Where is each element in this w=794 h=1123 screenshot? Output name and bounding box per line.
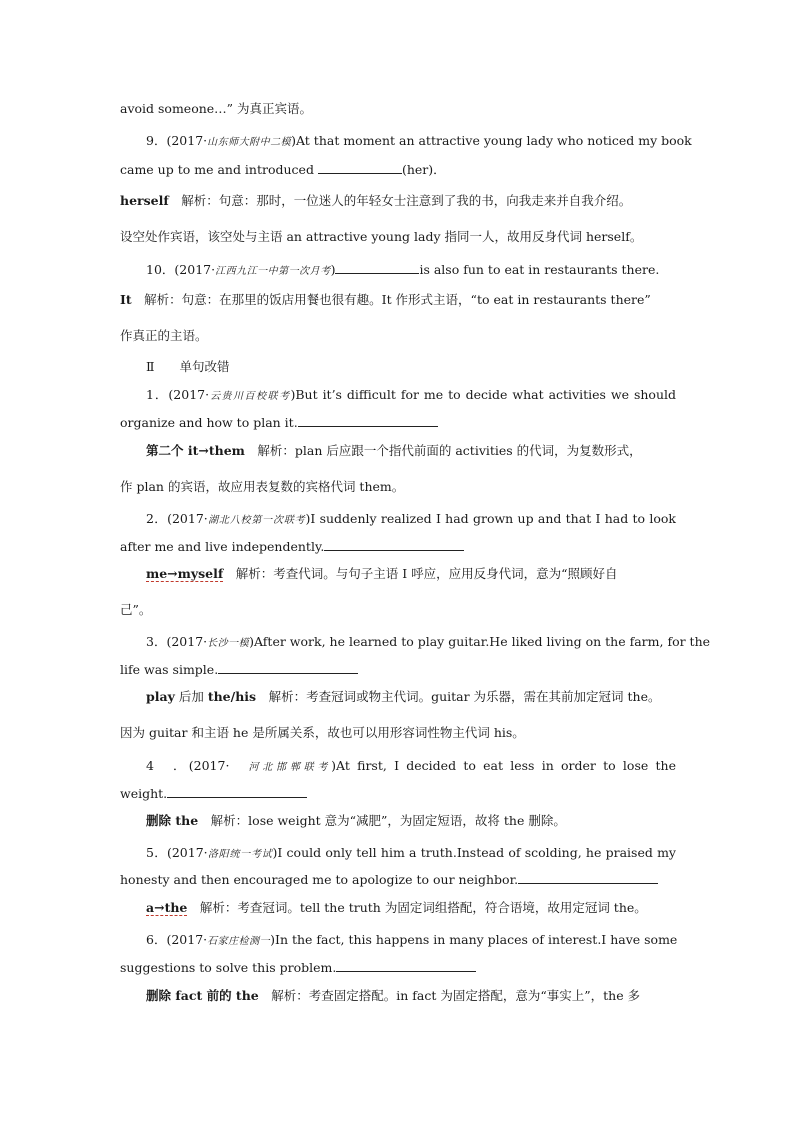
question-source: 洛阳统一考试 — [207, 849, 273, 860]
answer-blank — [167, 785, 307, 798]
question-3: 3．(2017·长沙一模)After work, he learned to play guitar.He liked living on the farm, for the — [146, 634, 711, 649]
question-9: 9．(2017·山东师大附中二模)At that moment an attractive young lady who noticed my book — [146, 133, 692, 148]
answer-9-cont: 设空处作宾语，该空处与主语 an attractive young lady 指同一人，故用反身代词 herself。 — [120, 229, 643, 244]
answer-text: a→the — [146, 900, 188, 915]
question-9-cont: came up to me and introduced (her)． — [120, 162, 446, 177]
question-6: 6．(2017·石家庄检测一)In the fact, this happens in many places of interest.I have some — [146, 932, 678, 947]
question-5: 5．(2017·洛阳统一考试)I could only tell him a truth.Instead of scolding, he praised my — [146, 845, 676, 860]
question-4: 4 ．(2017· 河北邯郸联考)At first, I decided to eat less in order to lose the — [146, 758, 676, 773]
answer-text: the/his — [207, 689, 257, 704]
answer-9: herself 解析：句意：那时，一位迷人的年轻女士注意到了我的书，向我走来并自我介绍。 — [120, 193, 632, 208]
answer-10-cont: 作真正的主语。 — [120, 328, 208, 343]
question-source: 江西九江一中第一次月考 — [215, 266, 331, 277]
answer-1-cont: 作 plan 的宾语，故应用表复数的宾格代词 them。 — [120, 479, 405, 494]
question-source: 石家庄检测一 — [207, 936, 271, 947]
section-heading: Ⅱ 单句改错 — [146, 359, 230, 374]
question-1-cont: organize and how to plan it. — [120, 414, 676, 431]
question-10: 10．(2017·江西九江一中第一次月考) is also fun to eat in restaurants there. — [146, 262, 660, 277]
answer-blank — [324, 538, 464, 551]
answer-3-cont: 因为 guitar 和主语 he 是所属关系，故也可以用形容词性物主代词 his。 — [120, 725, 525, 740]
question-2-cont: after me and live independently. — [120, 538, 676, 555]
answer-blank — [335, 261, 419, 274]
question-source: 湖北八校第一次联考 — [207, 515, 306, 526]
answer-blank — [318, 161, 402, 174]
question-source: 山东师大附中二模 — [207, 137, 292, 148]
answer-2-cont: 己”。 — [120, 602, 152, 617]
question-2: 2．(2017·湖北八校第一次联考)I suddenly realized I had grown up and that I had to look — [146, 511, 676, 526]
answer-text: herself — [120, 193, 169, 208]
question-4-cont: weight. — [120, 785, 676, 802]
question-3-cont: life was simple. — [120, 661, 676, 678]
answer-text: 删除 the — [146, 813, 199, 828]
question-6-cont: suggestions to solve this problem. — [120, 959, 676, 976]
answer-blank — [518, 871, 658, 884]
text-line: avoid someone…” 为真正宾语。 — [120, 101, 313, 116]
answer-6: 删除 fact 前的 the 解析：考查固定搭配。in fact 为固定搭配，意为“事实上”，the 多 — [146, 988, 641, 1003]
question-source: 云贵川百校联考 — [209, 391, 291, 402]
answer-4: 删除 the 解析：lose weight 意为“减肥”，为固定短语，故将 the 删除。 — [146, 813, 566, 828]
question-1: 1．(2017·云贵川百校联考)But it’s difficult for me to decide what activities we should — [146, 387, 676, 402]
answer-text: play — [146, 689, 175, 704]
question-source: 河北邯郸联考 — [248, 762, 332, 773]
answer-blank — [336, 959, 476, 972]
answer-3: play 后加 the/his 解析：考查冠词或物主代词。guitar 为乐器，需在其前加定冠词 the。 — [146, 689, 661, 704]
answer-1: 第二个 it→them 解析：plan 后应跟一个指代前面的 activities 的代词，为复数形式， — [146, 443, 642, 458]
answer-text: me→myself — [146, 566, 224, 581]
answer-text: 第二个 it→them — [146, 443, 245, 458]
answer-blank — [218, 661, 358, 674]
answer-text: It — [120, 292, 132, 307]
answer-blank — [298, 414, 438, 427]
answer-2: me→myself 解析：考查代词。与句子主语 I 呼应，应用反身代词，意为“照顾好自 — [146, 566, 618, 581]
question-5-cont: honesty and then encouraged me to apologize to our neighbor. — [120, 871, 676, 888]
answer-5: a→the 解析：考查冠词。tell the truth 为固定词组搭配，符合语境，故用定冠词 the。 — [146, 900, 647, 915]
question-source: 长沙一模 — [207, 638, 250, 649]
answer-10: It 解析：句意：在那里的饭店用餐也很有趣。It 作形式主语，“to eat in restaurants there” — [120, 292, 651, 307]
answer-text: 删除 fact 前的 the — [146, 988, 259, 1003]
